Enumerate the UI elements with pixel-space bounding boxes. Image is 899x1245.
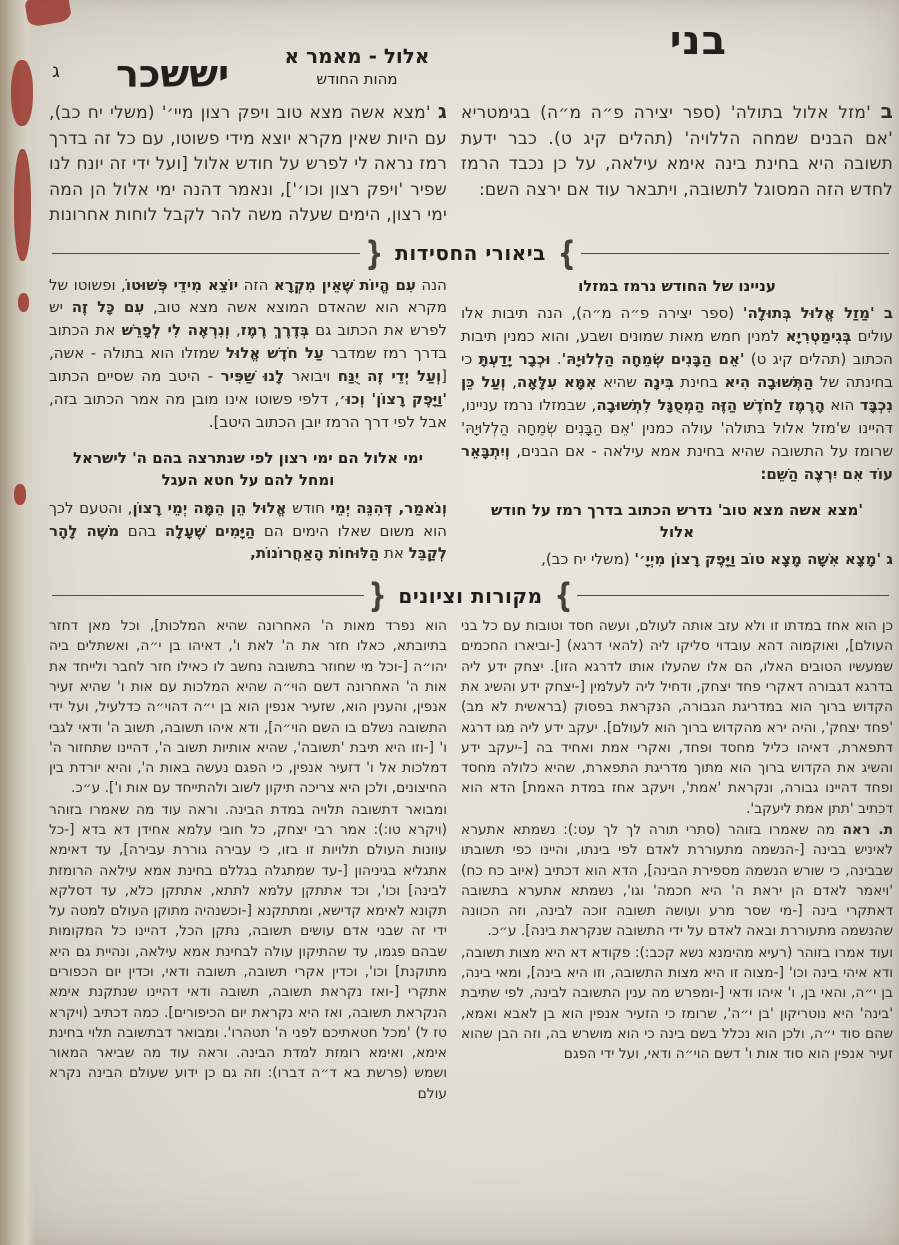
flourish-icon: { bbox=[365, 234, 384, 272]
divider-line bbox=[52, 253, 360, 254]
divider-line bbox=[52, 595, 364, 596]
flourish-icon: } bbox=[557, 234, 576, 272]
page-edge-stain bbox=[14, 149, 31, 261]
mekorot-paragraph: כן הוא אחז במדתו זו ולא עזב אותה לעולם, ועשה חסד וטובות עם כל בני העולם], ואוקמוה דהא עובדוי סליקו ליה (להאי דרגא) [-וביארו החכמים שמעשיו הטובים האלו, הם אלו שהעלו אותו לדרגא הזו]. יצחק ידע ליה בדרגא דגבורה דאקרי פחד יצחק, ודחיל ליה לעלמין [-יצחק ידע והשיג את הקדוש ברוך הוא במדריגת הגבורה, הנקראת בפסוק (בראשית לא מב) 'פחד יצחק', והיה ירא מהקדוש ברוך הוא לעולם]. יעקב ידע ליה מגו דרגא דתפארת, דאיהו כליל מחסד ופחד, ואקרי אמת ואחיד בה [-יעקב ידע והשיג את הקדוש ברוך הוא מתוך מדריגת התפארת, שהיא כלולה מחסד ופחד דהיינו גבורה, ונקראת 'אמת', ויעקב אחז במדת האמת] הדא הוא דכתיב 'תתן אמת ליעקב'. bbox=[461, 618, 893, 817]
mekorot-paragraph: ומבואר דתשובה תלויה במדת הבינה. וראה עוד מה שאמרו בזוהר (ויקרא טו:): אמר רבי יצחק, כל חובי עלמא אחידן דא בדא [-כל עוונות העולם תלויות זו בזו, כי עבירה גוררת עבירה], עד דאימא אתגליא בגיניהון [-עד שמתגלה בגללם בחינת אמא עילאה הרומזת לבינה] וכו', וכד אתתקן עלמא לתתא, אתתקן כלא, עד דסלקא תקונא לאימא קדישא, ומתתקנא [-וכשנהיה מתוקן העולם למטה על ידי זה שבני אדם עושים תשובה, נתקן הכל, דהיינו כל המקומות שבהם פגמו, עד שהתיקון עולה לבחינת אמא עילאה, ונהיית גם היא מתוקנת] וכו', וכדין אקרי תשובה, תשובה ודאי, וכדין יום הכפורים אתקרי [-ואז נקראת תשובה, תשובה ודאי דהיינו שנתקנת אימא הנקראת תשובה, ואז היא נקראת יום הכיפורים]. כמה דכתיב (ויקרא טז ל) 'מכל חטאתיכם לפני ה' תטהרו'. ומבואר דבתשובה תלוי בחינת אימא, ואימא רומזת למדת הבינה. וראה עוד מה שביאר המאור ושמש (פרשת בא ד״ה דברו): וזה גם כן ידוע שעולם הבינה נקרא עולם bbox=[49, 801, 447, 1102]
chapter-subtitle: מהות החודש bbox=[316, 70, 398, 88]
mekorot-paragraph: ת. ראה מה שאמרו בזוהר (סתרי תורה לך לך עט:): נשמתא אתערא לאיניש בבינה [-הנשמה מתעוררת לאדם לפי בינתו, והיינו כפי תשובתו שבבינה, כי שורש הנשמה מספירת הבינה], הדא הוא דכתיב (איוב כח כח) 'ויאמר לאדם הן יראת ה' היא חכמה' וגו', נשמתא אתערא בתשובה דאתקרי בינה [-מי שסר מרע ועושה תשובה זוכה לבינה, וזה הכוונה שהנשמה מתעוררת ובאה לאדם על ידי התשובה שנקראת בינה]. ע״כ. bbox=[461, 822, 893, 940]
chasidut-section bbox=[0, 274, 899, 572]
paragraph-initial-letter: ב bbox=[880, 99, 893, 123]
mekorot-right-column bbox=[461, 616, 893, 1105]
mekorot-section bbox=[0, 616, 899, 1105]
chasidut-paragraph: הנה עִם הֱיוֹת שֶׁאֵין מִקְרָא הזה יוֹצֵא מִידֵי פְּשׁוּטוֹ, ופשוטו של מקרא הוא שהאדם המוצא אשה מצא טוב, עִם כָּל זֶה יש לפרש את הכתוב גם בְּדֶרֶךְ רֶמֶז, וְנִרְאֶה לִי לְפָרֵשׁ את הכתוב בדרך רמז שמדבר עַל חֹדֶשׁ אֱלוּל שמזלו הוא בתולה - אשה, [וְעַל יְדֵי זֶה יֻנַּח ויבואר לָנוּ שַׁפִּיר - היטב מה שסיים הכתוב 'וַיָּפֶק רָצוֹן' וְכוּ׳, דלפי פשוטו אינו מובן מה אמר הכתוב בזה, אבל לפי דרך הרמז יובן הכתוב היטב]. bbox=[49, 275, 447, 432]
chasidut-verse-line: ג 'מָצָא אִשָּׁה מָצָא טוֹב וַיָּפֶק רָצוֹן מִיְיָ׳' (משלי יח כב), bbox=[541, 550, 893, 569]
chasidut-left-column bbox=[49, 274, 447, 572]
mekorot-left-column bbox=[49, 616, 447, 1105]
page-edge-stain bbox=[18, 293, 29, 312]
section-divider-mekorot bbox=[0, 576, 899, 615]
sub-heading: ימי אלול הם ימי רצון לפי שנתרצה בהם ה' לישראל ומחל להם על חטא העגל bbox=[72, 449, 424, 489]
page-header bbox=[0, 0, 899, 96]
book-title-right: בני bbox=[669, 18, 727, 64]
chasidut-paragraph: וְנֹאמַר, דְּהִנֵּה יְמֵי חודש אֱלוּל הֵן הֵמָּה יְמֵי רָצוֹן, והטעם לכך הוא משום שאלו הימים הם הַיָּמִים שֶׁעָלָה בהם מֹשֶׁה לָהָר לְקַבֵּל את הַלּוּחוֹת הָאַחֲרוֹנוֹת, bbox=[49, 498, 447, 563]
main-paragraph-left bbox=[49, 96, 447, 229]
main-text-section bbox=[0, 96, 899, 229]
paragraph-text: 'מזל אלול בתולה' (ספר יצירה פ״ה מ״ה) בגימטריא 'אם הבנים שמחה הללויה' (תהלים קיג ט). כבר ידעת תשובה היא בחינת בינה אימא עילאה, על כן נכבד הרמז לחדש הזה המסוגל לתשובה, ויתבאר עוד אם ירצה השם: bbox=[461, 103, 893, 200]
chapter-title: אלול - מאמר א bbox=[284, 44, 430, 68]
sub-heading: 'מצא אשה מצא טוב' נדרש הכתוב בדרך רמז על חודש אלול bbox=[490, 500, 864, 541]
divider-line bbox=[581, 253, 889, 254]
flourish-icon: { bbox=[368, 576, 387, 615]
chasidut-right-column bbox=[461, 274, 893, 572]
sub-heading: עניינו של החודש נרמז במזלו bbox=[578, 276, 776, 295]
section-title-mekorot: מקורות וציונים bbox=[398, 583, 543, 608]
divider-line bbox=[577, 595, 889, 596]
paragraph-initial-letter: ג bbox=[437, 99, 448, 123]
section-divider-chasidut bbox=[0, 234, 899, 272]
mekorot-paragraph: ועוד אמרו בזוהר (רעיא מהימנא נשא קכב:): פקודא דא היא מצות תשובה, ודא איהי בינה וכו' [-מצוה זו היא מצות התשובה, וזו היא בינה], ומאי בינה, בן י״ה, והאי בן, ו' איהו ודאי [-ומפרש מה ענין התשובה לבינה, לפי שתיבת 'בינה' היא נוטריקון 'בן י״ה', שרומז כי הזעיר אנפין הוא בן לאבא ואמא, שהם סוד י״ה, ולכן הוא נכלל בשם בינה כי הוא מושרש בה, וזה הבן שהוא זעיר אנפין הוא סוד אות ו' דשם הוי״ה ודאי, ועל ידי הפגם bbox=[461, 944, 893, 1063]
book-title-left: יששכר bbox=[116, 52, 230, 96]
section-title-chasidut: ביאורי החסידות bbox=[395, 241, 546, 265]
main-paragraph-right bbox=[461, 96, 893, 229]
flourish-icon: } bbox=[554, 576, 573, 615]
page-number: ג bbox=[52, 60, 60, 82]
chapter-heading-block bbox=[238, 44, 476, 88]
chasidut-paragraph: ב 'מַזַל אֱלוּל בְּתוּלָה' (ספר יצירה פ״ה מ״ה), הנה תיבות אלו עולים בְּגִימַטְרִיָא למנין חמש מאות שמונים ושבע, והוא כמנין תיבות הכתוב (תהלים קיג ט) 'אֵם הַבָּנִים שְׂמֵחָה הַלְלוּיָהּ'. וּכְבָר יָדַעְתָּ כי בחינתה של הַתְּשׁוּבָה הִיא בחינת בִּינָה שהיא אִמָּא עִלָּאָה, וְעַל כֵּן נִכְבָּד הוא הָרֶמֶז לַחֹדֶשׁ הַזֶּה הַמְסֻגָּל לִתְשׁוּבָה, שבמזלו נרמז עניינו, דהיינו ש'מזל אלול בתולה' עולה כמנין 'אֵם הַבָּנִים שְׂמֵחָה הַלְלוּיָהּ' שרומז על התשובה שהיא בחינת אמא עילאה - אם הבנים, וְיִתְבָּאֵר עוֹד אִם יִרְצֶה הַשֵּׁם: bbox=[461, 304, 894, 483]
page-edge-stain bbox=[14, 484, 26, 505]
mekorot-paragraph: הוא נפרד מאות ה' האחרונה שהיא המלכות], וכל מאן דחזר בתיובתא, כאלו חזר את ה' לאת ו', דאיהו בן י״ה, ואשתלים ביה יהו״ה [-וכל מי שחוזר בתשובה נחשב לו כאילו חזר לחבר ולייחד את אות ה' האחרונה דשם הוי״ה שהיא המלכות עם אות ו' שהיא זעיר אנפין, והענין הוא, שזעיר אנפין הוא בן י״ה דהוי״ה כדלעיל, ועל ידי התשובה נשלם בו השם הוי״ה], ודא איהו תשובה, תשוב ה' ודאי לגבי ו' [-וזו היא תיבת 'תשובה', שהיא אותיות תשוב ה', דהיינו שתחזור ה' דמלכות אל ו' דזעיר אנפין, כי הפגם נעשה באות ה', והיא יורדת בין החיצונים, ולכן היא צריכה תיקון לשוב ולהתייחד עם אות ו']. ע״כ. bbox=[49, 618, 447, 797]
paragraph-text: 'מצא אשה מצא טוב ויפק רצון מיי׳' (משלי יח כב), עם היות שאין מקרא יוצא מידי פשוטו, עם כל זה בדרך רמז נראה לי לפרש על חודש אלול [ועל ידי זה יונח לנו שפיר 'ויפק רצון וכו׳'], ונאמר דהנה ימי אלול הן המה ימי רצון, הימים שעלה משה להר לקבל לוחות אחרונות bbox=[49, 103, 447, 225]
